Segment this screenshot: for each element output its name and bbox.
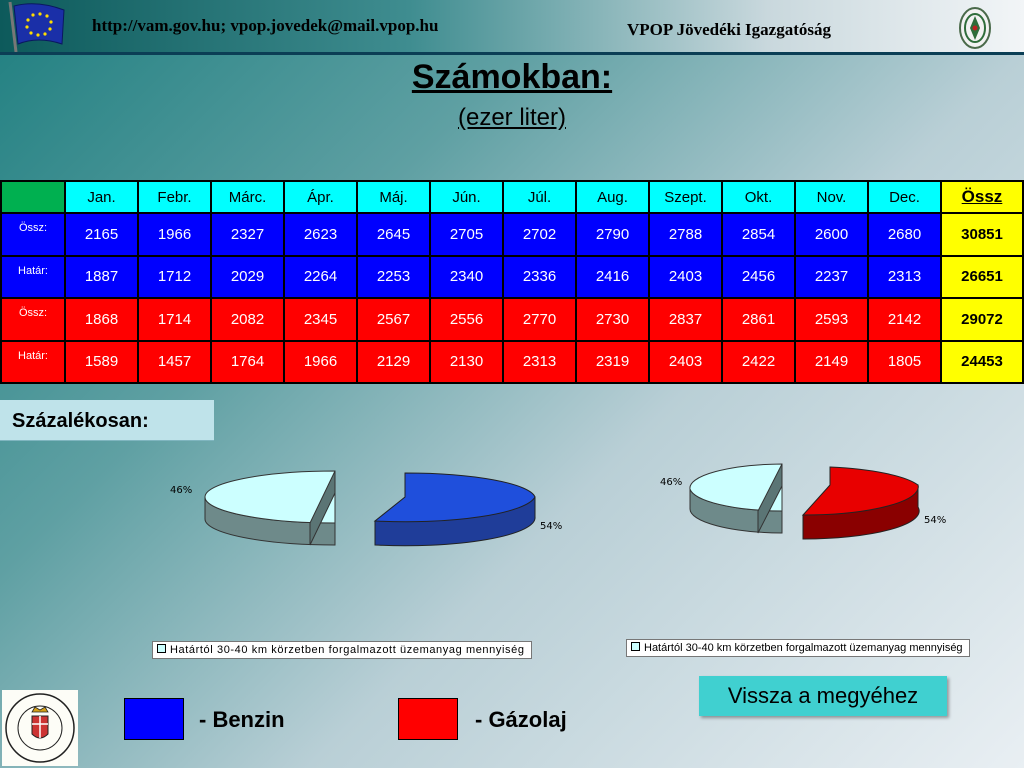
table-header-total: Össz <box>941 181 1023 213</box>
table-cell: 1805 <box>868 341 941 384</box>
table-header-cell: Márc. <box>211 181 284 213</box>
table-cell: 2645 <box>357 213 430 256</box>
row-total: 29072 <box>941 298 1023 341</box>
table-cell: 2029 <box>211 256 284 299</box>
percent-heading-box <box>0 400 214 441</box>
table-cell: 2327 <box>211 213 284 256</box>
table-cell: 2790 <box>576 213 649 256</box>
legend-swatch <box>631 642 640 651</box>
monthly-volume-table <box>0 180 1024 384</box>
benzin-key-label: - Benzin <box>199 707 285 732</box>
table-header-cell: Febr. <box>138 181 211 213</box>
row-label: Össz: <box>1 213 65 256</box>
legend-swatch <box>157 644 166 653</box>
table-cell: 2253 <box>357 256 430 299</box>
table-cell: 1712 <box>138 256 211 299</box>
table-header-cell: Szept. <box>649 181 722 213</box>
benzin-color-key <box>124 698 184 740</box>
table-row <box>1 341 1023 384</box>
table-cell: 2680 <box>868 213 941 256</box>
pie-label-large: 54% <box>924 515 947 526</box>
table-cell: 2854 <box>722 213 795 256</box>
table-cell: 2082 <box>211 298 284 341</box>
table-row <box>1 256 1023 299</box>
table-cell: 2313 <box>503 341 576 384</box>
header-divider <box>0 52 1024 55</box>
pie-label-small: 46% <box>170 485 193 496</box>
table-cell: 2422 <box>722 341 795 384</box>
table-header-cell: Okt. <box>722 181 795 213</box>
table-cell: 1887 <box>65 256 138 299</box>
anniversary-seal-icon <box>2 690 78 766</box>
customs-emblem-icon <box>958 6 992 50</box>
table-cell: 2416 <box>576 256 649 299</box>
table-cell: 2593 <box>795 298 868 341</box>
table-cell: 2788 <box>649 213 722 256</box>
table-cell: 2165 <box>65 213 138 256</box>
pie-legend <box>152 641 532 659</box>
percent-heading: Százalékosan: <box>12 410 149 432</box>
table-cell: 2130 <box>430 341 503 384</box>
row-label: Határ: <box>1 341 65 384</box>
table-cell: 1714 <box>138 298 211 341</box>
table-header-cell: Jún. <box>430 181 503 213</box>
table-cell: 2837 <box>649 298 722 341</box>
header-org-text: VPOP Jövedéki Igazgatóság <box>627 20 831 39</box>
table-cell: 2556 <box>430 298 503 341</box>
row-total: 30851 <box>941 213 1023 256</box>
row-label: Össz: <box>1 298 65 341</box>
table-cell: 2702 <box>503 213 576 256</box>
table-cell: 1589 <box>65 341 138 384</box>
table-cell: 2403 <box>649 341 722 384</box>
table-cell: 2567 <box>357 298 430 341</box>
table-cell: 2264 <box>284 256 357 299</box>
table-cell: 1764 <box>211 341 284 384</box>
table-cell: 2142 <box>868 298 941 341</box>
table-cell: 2456 <box>722 256 795 299</box>
row-total: 24453 <box>941 341 1023 384</box>
table-row <box>1 213 1023 256</box>
table-cell: 2770 <box>503 298 576 341</box>
table-cell: 1966 <box>138 213 211 256</box>
gazolaj-color-key <box>398 698 458 740</box>
table-header-cell: Nov. <box>795 181 868 213</box>
legend-text: Határtól 30-40 km körzetben forgalmazott üzemanyag mennyiség <box>170 644 525 656</box>
table-cell: 2600 <box>795 213 868 256</box>
row-label: Határ: <box>1 256 65 299</box>
table-header-cell: Ápr. <box>284 181 357 213</box>
table-header-cell: Júl. <box>503 181 576 213</box>
table-header-cell: Jan. <box>65 181 138 213</box>
pie-label-small: 46% <box>660 477 683 488</box>
table-cell: 1457 <box>138 341 211 384</box>
gazolaj-pie-chart <box>640 455 970 555</box>
back-to-county-button[interactable]: Vissza a megyéhez <box>699 676 947 716</box>
benzin-pie-chart <box>150 455 570 555</box>
table-cell: 1868 <box>65 298 138 341</box>
table-header-row <box>1 181 1023 213</box>
header-url-text: http://vam.gov.hu; vpop.jovedek@mail.vpop.hu <box>92 16 439 35</box>
table-cell: 2403 <box>649 256 722 299</box>
gazolaj-key-label: - Gázolaj <box>475 707 567 732</box>
table-header-cell: Máj. <box>357 181 430 213</box>
eu-flag-icon <box>2 0 72 54</box>
page-subtitle: (ezer liter) <box>457 104 566 131</box>
table-cell: 2345 <box>284 298 357 341</box>
legend-text: Határtól 30-40 km körzetben forgalmazott üzemanyag mennyiség <box>644 642 963 654</box>
page-title: Számokban: <box>411 58 613 96</box>
table-cell: 2705 <box>430 213 503 256</box>
table-cell: 2730 <box>576 298 649 341</box>
table-cell: 2623 <box>284 213 357 256</box>
header-bar <box>0 0 1024 54</box>
table-cell: 2861 <box>722 298 795 341</box>
table-cell: 1966 <box>284 341 357 384</box>
table-cell: 2149 <box>795 341 868 384</box>
table-cell: 2237 <box>795 256 868 299</box>
table-row <box>1 298 1023 341</box>
table-cell: 2319 <box>576 341 649 384</box>
pie-legend <box>626 639 970 657</box>
table-corner-cell <box>1 181 65 213</box>
row-total: 26651 <box>941 256 1023 299</box>
table-cell: 2313 <box>868 256 941 299</box>
table-cell: 2340 <box>430 256 503 299</box>
table-cell: 2129 <box>357 341 430 384</box>
pie-label-large: 54% <box>540 521 563 532</box>
table-header-cell: Aug. <box>576 181 649 213</box>
table-header-cell: Dec. <box>868 181 941 213</box>
table-cell: 2336 <box>503 256 576 299</box>
